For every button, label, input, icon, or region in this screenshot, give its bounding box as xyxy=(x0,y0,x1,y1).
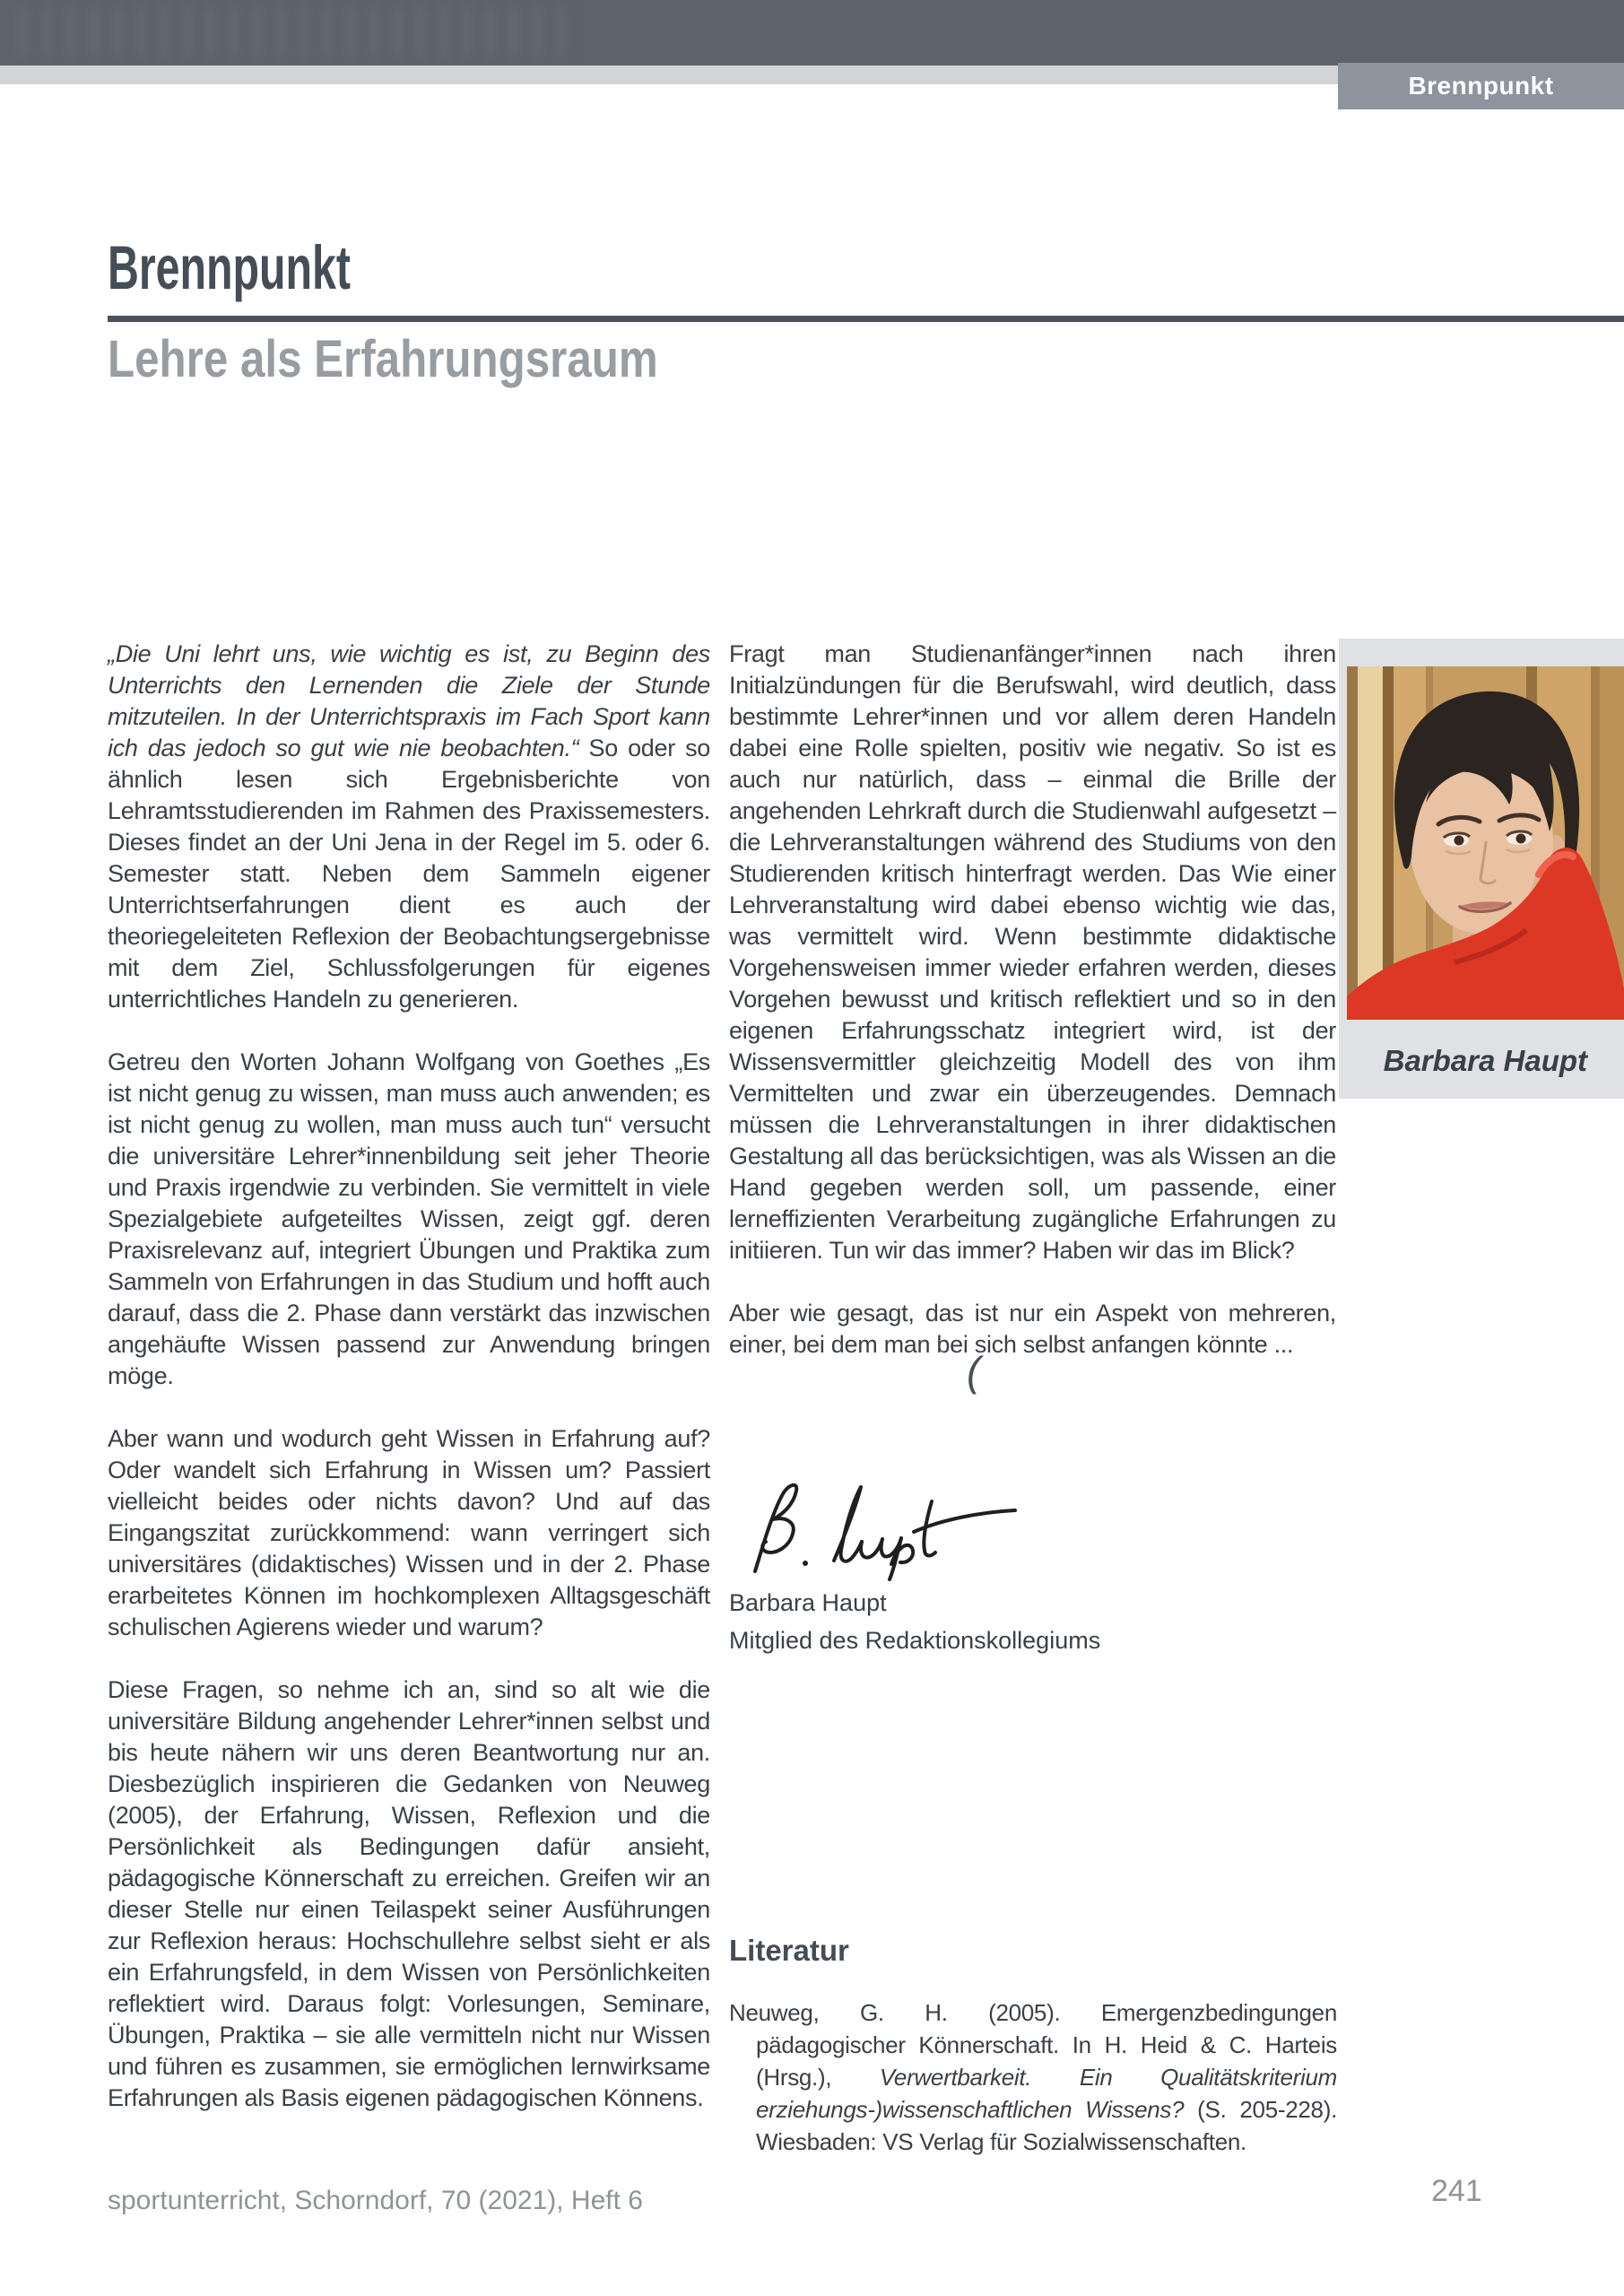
opening-quote: „Die Uni lehrt uns, wie wichtig es ist, zu Beginn des Unterrichts den Lernenden die Ziele der Stunde mitzuteilen. In der Unterrichtspraxis im Fach Sport kann ich das jedoch so gut wie nie beobachten.“ xyxy=(108,640,710,761)
paragraph: Aber wie gesagt, das ist nur ein Aspekt von mehreren, einer, bei dem man bei sich selbst anfangen könnte ... xyxy=(729,1300,1336,1358)
signature-strokes xyxy=(755,1485,1015,1579)
photo-caption: Barbara Haupt xyxy=(1383,1044,1587,1077)
paragraph xyxy=(108,639,710,1015)
portrait-photo xyxy=(1347,666,1624,1020)
paragraph-text: So oder so ähnlich lesen sich Ergebnisberichte von Lehramtsstudierenden im Rahmen des Praxissemesters. Dieses findet an der Uni Jena in der Regel im 5. oder 6. Semester statt. Neben dem Sammeln eigener Unterrichtserfahrungen dient es auch der theoriegeleiteten Reflexion der Beobachtungsergebnisse mit dem Ziel, Schlussfolgerungen für eigenes unterrichtliches Handeln zu generieren. xyxy=(108,735,710,1013)
section-tab xyxy=(1338,63,1624,109)
byline-name: Barbara Haupt xyxy=(729,1589,887,1616)
reference-text: Neuweg, G. H. (2005). Emergenzbedingungen pädagogischer Könnerschaft. In H. Heid & C. Harteis (Hrsg.), xyxy=(729,1999,1337,2091)
article-title: Lehre als Erfahrungsraum xyxy=(108,330,658,388)
title-rule xyxy=(108,316,1624,322)
stray-print-mark: ( xyxy=(967,1348,981,1395)
paragraph: Diese Fragen, so nehme ich an, sind so alt wie die universitäre Bildung angehender Lehrer*innen selbst und bis heute nähern wir uns deren Beantwortung nur an. Diesbezüglich inspirieren die Gedanken von Neuweg (2005), der Erfahrung, Wissen, Reflexion und die Persönlichkeit als Bedingungen dafür ansieht, pädagogische Könnerschaft zu erreichen. Greifen wir an dieser Stelle nur einen Teilaspekt seiner Ausführungen zur Reflexion heraus: Hochschullehre selbst sieht er als ein Erfahrungsfeld, in dem Wissen von Persönlichkeiten reflektiert wird. Daraus folgt: Vorlesungen, Seminare, Übungen, Praktika – sie alle vermitteln nicht nur Wissen und führen es zusammen, sie ermöglichen lernwirksame Erfahrungen als Basis eigenen pädagogischen Könnens. xyxy=(108,1676,710,2111)
footer-page-number: 241 xyxy=(1431,2174,1482,2208)
portrait-eye-left xyxy=(1455,836,1464,846)
photo-panel xyxy=(1339,639,1624,1099)
article-column-left xyxy=(108,639,710,2145)
portrait-illustration xyxy=(1347,666,1624,1020)
paragraph: Aber wann und wodurch geht Wissen in Erfahrung auf? Oder wandelt sich Erfahrung in Wissen um? Passiert vielleicht beides oder nichts davon? Und auf das Eingangszitat zurückkommend: wann verringert sich universitäres (didaktisches) Wissen und in der 2. Phase erarbeitetes Können im hochkomplexen Alltagsgeschäft schulischen Agierens wieder und warum? xyxy=(108,1425,710,1640)
signature-dot xyxy=(803,1561,808,1566)
section-tab-label: Brennpunkt xyxy=(1408,72,1554,100)
top-header-band xyxy=(0,0,1624,65)
literature-section xyxy=(729,1934,1337,2158)
signature-image xyxy=(741,1478,1028,1586)
reference-title-italic: Verwertbarkeit. Ein Qualitätskriterium erziehungs-)wissenschaftlichen Wissens? xyxy=(756,2064,1337,2123)
header-ghost-texture xyxy=(18,7,574,57)
portrait-eye-right xyxy=(1516,834,1526,844)
literature-reference xyxy=(729,1996,1337,2158)
paragraph: Fragt man Studienanfänger*innen nach ihren Initialzündungen für die Berufswahl, wird deutlich, dass bestimmte Lehrer*innen und vor allem deren Handeln dabei eine Rolle spielten, positiv wie negativ. So ist es auch nur natürlich, dass – einmal die Brille der angehenden Lehrkraft durch die Studienwahl aufgesetzt – die Lehrveranstaltungen während des Studiums von den Studierenden kritisch hinterfragt werden. Das Wie einer Lehrveranstaltung wird dabei ebenso wichtig wie das, was vermittelt wird. Wenn bestimmte didaktische Vorgehensweisen immer wieder erfahren werden, dieses Vorgehen bewusst und kritisch reflektiert und so in den eigenen Erfahrungsschatz integriert wird, ist der Wissensvermittler gleichzeitig Modell des von ihm Vermittelten und zwar ein überzeugendes. Demnach müssen die Lehrveranstaltungen in ihrer didaktischen Gestaltung all das berücksichtigen, was als Wissen an die Hand gegeben werden soll, um passende, einer lerneffizienten Verarbeitung zugängliche Erfahrungen zu initiieren. Tun wir das immer? Haben wir das im Blick? xyxy=(729,640,1336,1264)
article-column-right xyxy=(729,639,1336,1392)
paragraph: Getreu den Worten Johann Wolfgang von Goethes „Es ist nicht genug zu wissen, man muss auch anwenden; es ist nicht genug zu wollen, man muss auch tun“ versucht die universitäre Lehrer*innenbildung seit jeher Theorie und Praxis irgendwie zu verbinden. Sie vermittelt in viele Spezialgebiete aufgeteiltes Wissen, zeigt ggf. deren Praxisrelevanz auf, integriert Übungen und Praktika zum Sammeln von Erfahrungen in das Studium und hofft auch darauf, dass die 2. Phase dann verstärkt das inzwischen angehäufte Wissen passend zur Anwendung bringen möge. xyxy=(108,1048,710,1389)
reference-text-end: (S. 205-228). Wiesbaden: VS Verlag für Sozialwissenschaften. xyxy=(756,2096,1337,2155)
section-title: Brennpunkt xyxy=(108,233,352,302)
byline-role: Mitglied des Redaktionskollegiums xyxy=(729,1627,1101,1654)
byline xyxy=(729,1584,1100,1659)
footer-journal-line: sportunterricht, Schorndorf, 70 (2021), Heft 6 xyxy=(108,2186,643,2215)
literature-heading: Literatur xyxy=(729,1934,849,1967)
